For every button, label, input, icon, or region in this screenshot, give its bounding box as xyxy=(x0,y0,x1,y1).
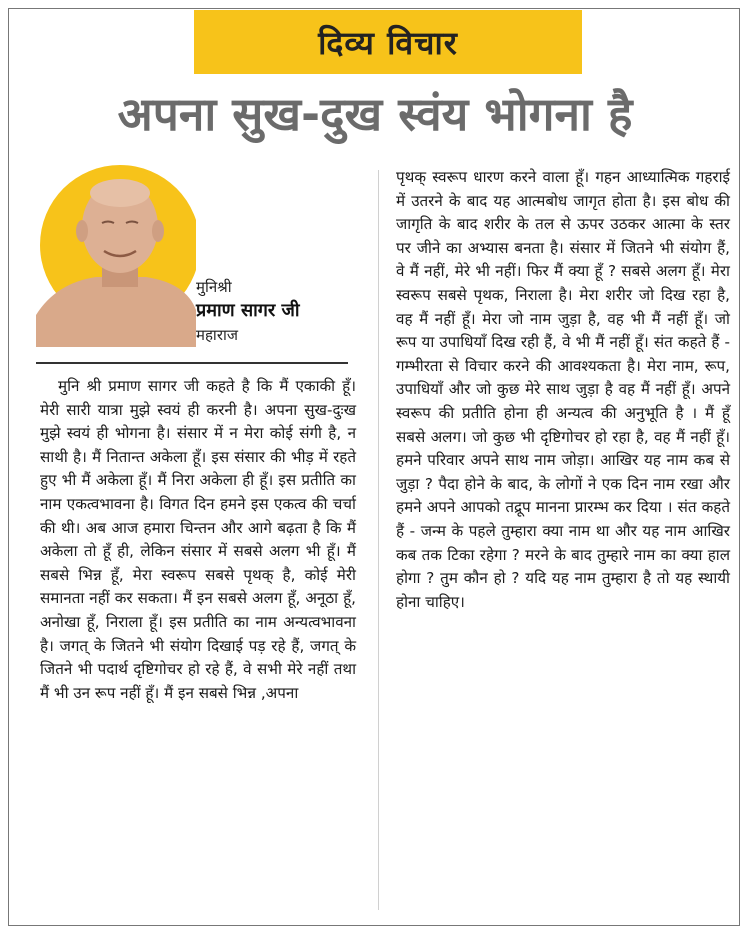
byline-title: मुनिश्री xyxy=(196,278,232,296)
author-portrait xyxy=(36,165,196,347)
byline-name: प्रमाण सागर जी xyxy=(196,300,300,321)
article-column-right: पृथक् स्वरूप धारण करने वाला हूँ। गहन आध्यात्मिक गहराई में उतरने के बाद यह आत्मबोध जागृत होता है। इस बोध की जागृति के बाद शरीर के तल से ऊपर उठकर आत्मा के स्तर पर जीने का अभ्यास बनता है। संसार में जितने भी संयोग हैं, वे मैं नहीं, मेरे भी नहीं। फिर मैं क्या हूँ ? सबसे अलग हूँ। मेरा स्वरूप सबसे पृथक, निराला है। मेरा शरीर जो दिख रहा है, वह मैं नहीं हूँ। मेरा जो नाम जुड़ा है, वह भी मैं नहीं हूँ। जो रूप या उपाधियाँ दिख रही हैं, वे भी मैं नहीं हूँ। संत कहते हैं - गम्भीरता से विचार करने की आवश्यकता है। मेरा नाम, रूप, उपाधियाँ और जो कुछ मेरे साथ जुड़ा है वह मैं नहीं हूँ। अपने स्वरूप की प्रतीति होना ही अन्यत्व की अनुभूति है । मैं हूँ सबसे अलग। जो कुछ भी दृष्टिगोचर हो रहा है, वह मैं नहीं हूँ। हमने परिवार अपने साथ नाम जोड़ा। आखिर यह नाम कब से जुड़ा ? पैदा होने के बाद, के लोगों ने एक दिन नाम रखा और हमने अपने आपको तद्रूप मानना प्रारम्भ कर दिया । संत कहते हैं - जन्म के पहले तुम्हारा क्या नाम था और यह नाम आखिर कब तक टिका रहेगा ? मरने के बाद तुम्हारे नाम का क्या हाल होगा ? तुम कौन हो ? यदि यह नाम तुम्हारा है तो यह स्थायी होना चाहिए। xyxy=(396,168,731,611)
column-divider xyxy=(378,170,379,910)
section-banner xyxy=(194,10,582,74)
section-banner-label: दिव्य विचार xyxy=(318,23,458,62)
byline-honorific: महाराज xyxy=(196,326,238,344)
article-headline: अपना सुख-दुख स्वंय भोगना है xyxy=(117,87,633,141)
author-byline xyxy=(196,276,300,346)
article-column-left: मुनि श्री प्रमाण सागर जी कहते है कि मैं एकाकी हूँ। मेरी सारी यात्रा मुझे स्वयं ही करनी है। अपना सुख-दुःख मुझे स्वयं ही भोगना है। संसार में न मेरा कोई संगी है, न साथी है। मैं नितान्त अकेला हूँ। इस संसार की भीड़ में रहते हुए भी मैं अकेला हूँ। मैं निरा अकेला ही हूँ। इस प्रतीति का नाम एकत्वभावना है। विगत दिन हमने इस एकत्व की चर्चा की थी। अब आज हमारा चिन्तन और आगे बढ़ता है कि मैं अकेला तो हूँ ही, लेकिन संसार में सबसे अलग भी हूँ। मैं सबसे भिन्न हूँ, मेरा स्वरूप सबसे पृथक् है, कोई मेरी समानता नहीं कर सकता। मैं इन सबसे अलग हूँ, अनूठा हूँ, अनोखा हूँ, निराला हूँ। इस प्रतीति का नाम अन्यत्वभावना है। जगत् के जितने भी संयोग दिखाई पड़ रहे हैं, जगत् के जितने भी पदार्थ दृष्टिगोचर हो रहे हैं, वे सभी मेरे नहीं तथा मैं भी उन रूप नहीं हूँ। मैं इन सबसे भिन्न ,अपना xyxy=(40,377,356,702)
byline-rule xyxy=(36,362,348,364)
